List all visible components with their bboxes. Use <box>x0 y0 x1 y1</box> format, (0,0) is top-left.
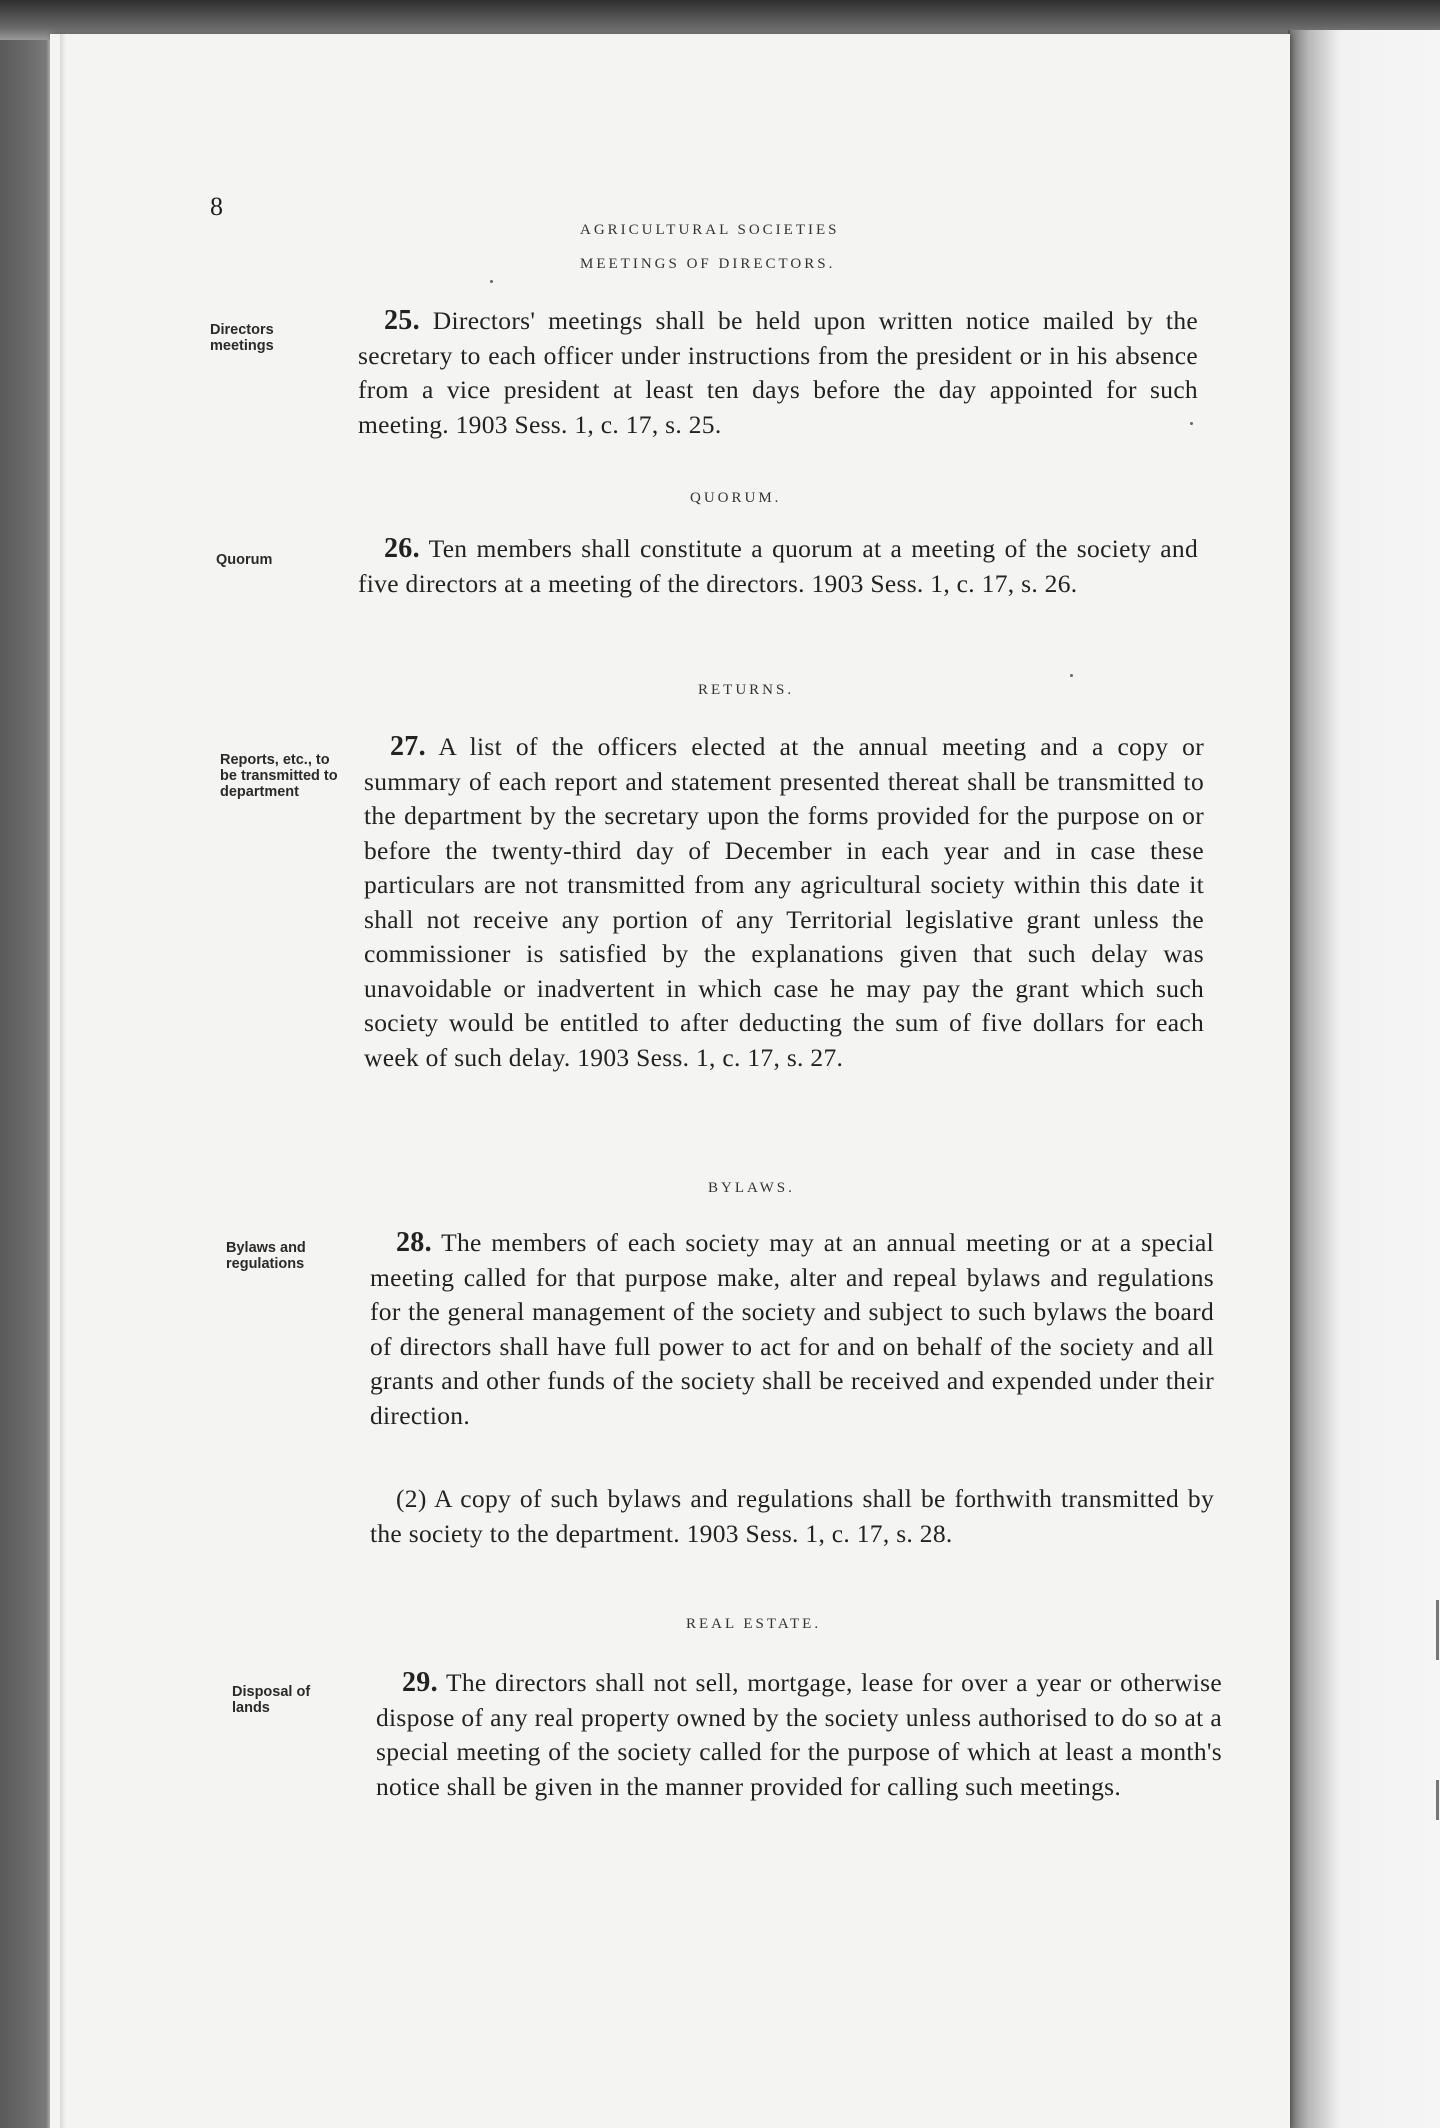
section-number: 26. <box>384 533 420 564</box>
section-paragraph <box>376 1666 1222 1804</box>
scan-mark <box>1436 1600 1439 1660</box>
section-number: 28. <box>396 1227 432 1258</box>
section-number: 27. <box>390 731 426 762</box>
section-paragraph <box>358 304 1198 442</box>
scan-speck <box>1190 422 1193 425</box>
marginal-note: Bylaws and regulations <box>226 1240 306 1272</box>
section-paragraph <box>358 532 1198 601</box>
marginal-note: Directors meetings <box>210 322 274 354</box>
marginal-note: Quorum <box>216 552 273 568</box>
section-text: Directors' meetings shall be held upon written notice mailed by the secretary to each officer under instructions from the president or in his absence from a vice president at least ten days before the day appointed for such meeting. 1903 Sess. 1, c. 17, s. 25. <box>358 306 1198 439</box>
subsection-paragraph: (2) A copy of such bylaws and regulations shall be forthwith transmitted by the society to the department. 1903 Sess. 1, c. 17, s. 28. <box>370 1484 1214 1548</box>
scan-speck <box>490 280 493 283</box>
section-paragraph <box>370 1226 1214 1433</box>
section-heading: MEETINGS OF DIRECTORS. <box>580 256 836 272</box>
running-head: AGRICULTURAL SOCIETIES <box>580 222 840 238</box>
section-number: 29. <box>402 1667 438 1698</box>
section-text: Ten members shall constitute a quorum at a meeting of the society and five directors at a meeting of the directors. 1903 Sess. 1, c. 17, s. 26. <box>358 534 1198 598</box>
scan-mark <box>1436 1780 1439 1820</box>
section-text: The directors shall not sell, mortgage, lease for over a year or otherwise dispose of any real property owned by the society unless authorised to do so at a special meeting of the society called for the purpose of which at least a month's notice shall be given in the manner provided for calling such meetings. <box>376 1668 1222 1801</box>
section-number: 25. <box>384 305 420 336</box>
marginal-note: Reports, etc., to be transmitted to department <box>220 752 338 800</box>
section-text: A list of the officers elected at the annual meeting and a copy or summary of each report and statement presented thereat shall be transmitted to the department by the secretary upon the forms provided for the purpose on or before the twenty-third day of December in each year and in case these particulars are not transmitted from any agricultural society within this date it shall not receive any portion of any Territorial legislative grant unless the commissioner is satisfied by the explanations given that such delay was unavoidable or inadvertent in which case he may pay the grant which such society would be entitled to after deducting the sum of five dollars for each week of such delay. 1903 Sess. 1, c. 17, s. 27. <box>364 732 1204 1072</box>
marginal-note: Disposal of lands <box>232 1684 311 1716</box>
section-text: The members of each society may at an annual meeting or at a special meeting called for that purpose make, alter and repeal bylaws and regulations for the general management of the society and subject to such bylaws the board of directors shall have full power to act for and on behalf of the society and all grants and other funds of the society shall be received and expended under their direction. <box>370 1228 1215 1430</box>
document-page <box>50 34 1290 2128</box>
section-heading: BYLAWS. <box>708 1180 795 1196</box>
section-heading: QUORUM. <box>690 490 782 506</box>
scan-speck <box>1070 674 1073 677</box>
section-heading: RETURNS. <box>698 682 795 698</box>
section-heading: REAL ESTATE. <box>686 1616 822 1632</box>
section-paragraph <box>364 730 1204 1075</box>
page-number: 8 <box>210 192 223 221</box>
page-shadow <box>1288 30 1338 2128</box>
page-gutter <box>60 34 66 2128</box>
